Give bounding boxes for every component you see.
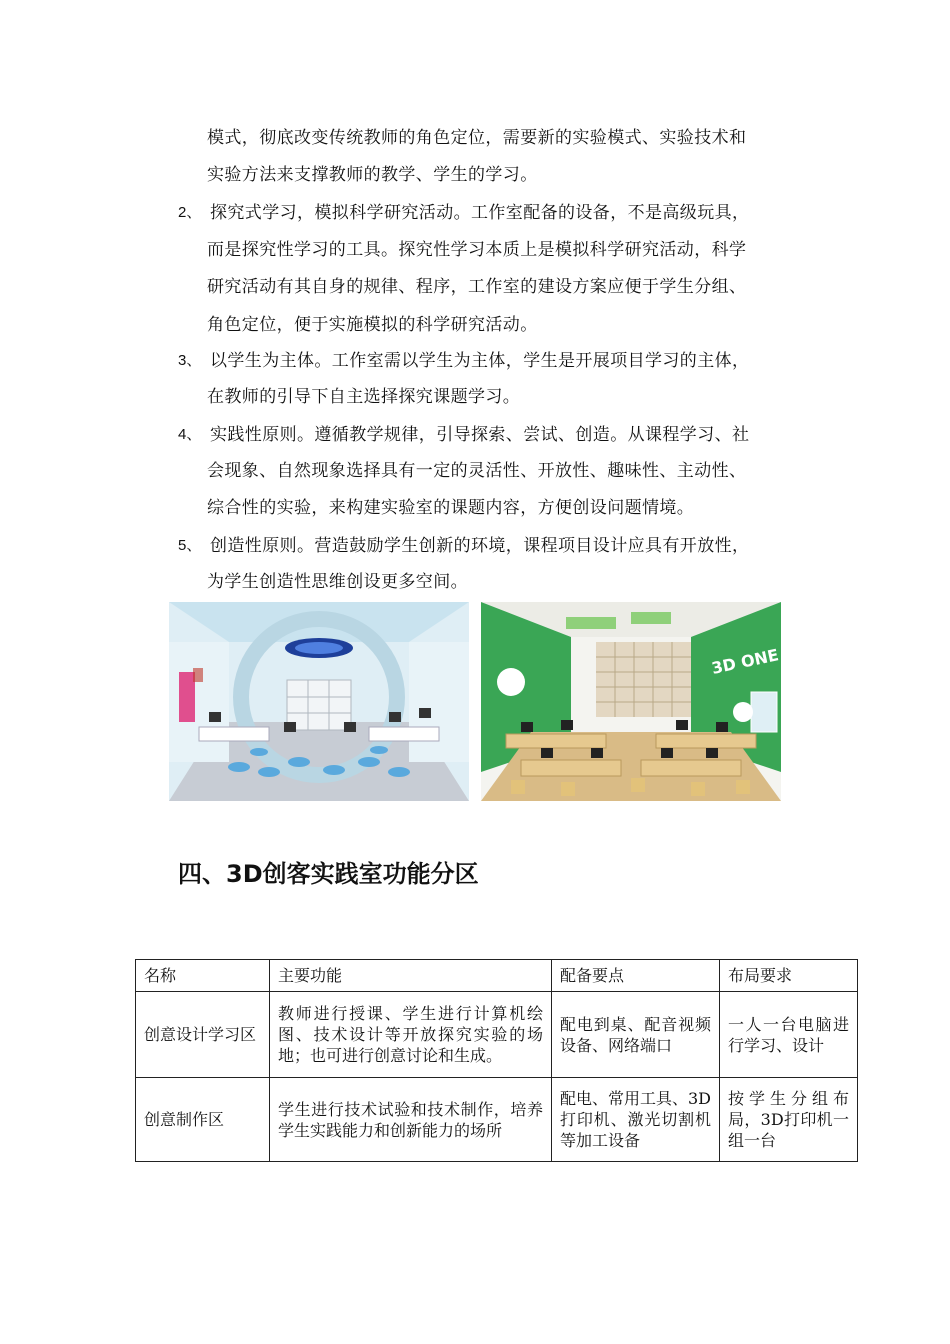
table-header-row: [136, 960, 858, 992]
photo-sign-text: 3D ONE: [709, 645, 781, 678]
section-heading: 四、3D创客实践室功能分区: [178, 860, 479, 888]
lab-photo-blue: [169, 602, 469, 801]
green-lab-illustration: [481, 602, 781, 801]
list-item-line: 研究活动有其自身的规律、程序，工作室的建设方案应便于学生分组、: [207, 277, 747, 297]
table-header-cell: 布局要求: [720, 960, 858, 992]
list-item-line: 探究式学习，模拟科学研究活动。工作室配备的设备，不是高级玩具，: [210, 203, 750, 223]
table-cell: 按学生分组布局，3D打印机一组一台: [720, 1078, 858, 1162]
list-number: 3、: [178, 352, 202, 369]
table-cell: 教师进行授课、学生进行计算机绘图、技术设计等开放探究实验的场地；也可进行创意讨论和生成。: [270, 992, 552, 1078]
list-item-line: 以学生为主体。工作室需以学生为主体，学生是开展项目学习的主体，: [210, 351, 750, 371]
list-number: 5、: [178, 537, 202, 554]
list-number: 2、: [178, 204, 202, 221]
list-item-line: 在教师的引导下自主选择探究课题学习。: [207, 387, 521, 407]
table-row: [136, 1078, 858, 1162]
table-cell: 学生进行技术试验和技术制作，培养学生实践能力和创新能力的场所: [270, 1078, 552, 1162]
list-item-line: 会现象、自然现象选择具有一定的灵活性、开放性、趣味性、主动性、: [207, 461, 747, 481]
table-cell: 配电、常用工具、3D打印机、激光切割机等加工设备: [552, 1078, 720, 1162]
list-item-line: 实践性原则。遵循教学规律，引导探索、尝试、创造。从课程学习、社: [210, 425, 750, 445]
list-item-line: 为学生创造性思维创设更多空间。: [207, 572, 468, 592]
table-header-cell: 主要功能: [270, 960, 552, 992]
list-number: 4、: [178, 426, 202, 443]
table-cell: 创意设计学习区: [136, 992, 270, 1078]
table-header-cell: 配备要点: [552, 960, 720, 992]
list-item-line: 而是探究性学习的工具。探究性学习本质上是模拟科学研究活动，科学: [207, 240, 747, 260]
table-header-cell: 名称: [136, 960, 270, 992]
blue-lab-illustration: [169, 602, 469, 801]
table-cell: 配电到桌、配音视频设备、网络端口: [552, 992, 720, 1078]
list-item-line: 创造性原则。营造鼓励学生创新的环境，课程项目设计应具有开放性，: [210, 536, 750, 556]
list-item-line: 角色定位，便于实施模拟的科学研究活动。: [207, 315, 538, 335]
function-zone-table: [135, 959, 858, 1162]
table-cell: 创意制作区: [136, 1078, 270, 1162]
intro-line-1: 模式，彻底改变传统教师的角色定位，需要新的实验模式、实验技术和: [207, 128, 747, 148]
intro-line-2: 实验方法来支撑教师的教学、学生的学习。: [207, 165, 538, 185]
lab-photo-green: [481, 602, 781, 801]
table-cell: 一人一台电脑进行学习、设计: [720, 992, 858, 1078]
table-row: [136, 992, 858, 1078]
list-item-line: 综合性的实验，来构建实验室的课题内容，方便创设问题情境。: [207, 498, 695, 518]
